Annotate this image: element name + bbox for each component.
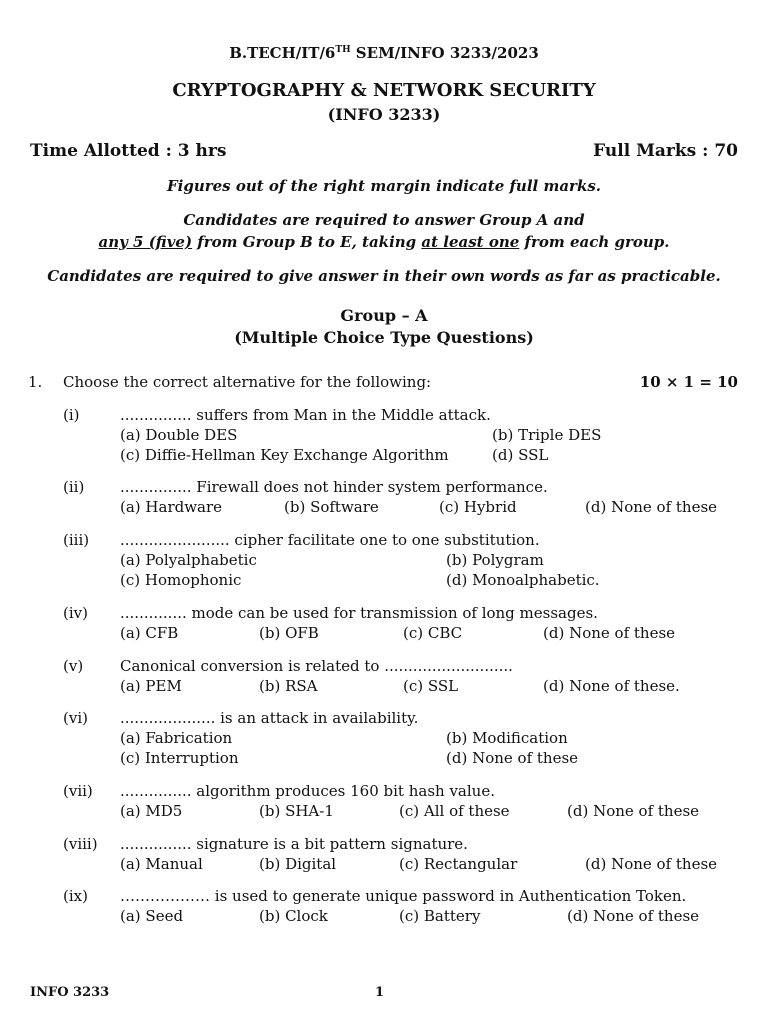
option-d: (d) SSL	[492, 446, 549, 464]
item-number: (vi)	[63, 709, 88, 727]
option-d: (d) None of these	[585, 498, 718, 516]
option-b: (b) RSA	[259, 677, 318, 695]
item-stem: ....................... cipher facilitate one to one substitution.	[120, 531, 540, 549]
group-subtitle: (Multiple Choice Type Questions)	[234, 328, 534, 347]
item-number: (v)	[63, 657, 84, 675]
option-b: (b) OFB	[259, 624, 319, 642]
option-d: (d) None of these	[567, 802, 700, 820]
paper-code: (INFO 3233)	[327, 105, 441, 124]
option-c: (c) Battery	[399, 907, 481, 925]
any-five-text: any 5 (five)	[98, 233, 193, 251]
question-text: Choose the correct alternative for the following:	[63, 373, 432, 391]
option-b: (b) Modification	[446, 729, 568, 747]
item-stem: ............... signature is a bit pattern signature.	[120, 835, 468, 853]
option-d: (d) None of these	[543, 624, 676, 642]
option-c: (c) Interruption	[120, 749, 239, 767]
option-b: (b) Clock	[259, 907, 328, 925]
page-number: 1	[375, 985, 385, 1000]
option-b: (b) Triple DES	[492, 426, 602, 444]
option-a: (a) Fabrication	[120, 729, 233, 747]
time-allotted: Time Allotted : 3 hrs	[30, 141, 227, 161]
option-d: (d) Monoalphabetic.	[446, 571, 600, 589]
item-stem: Canonical conversion is related to ...........................	[120, 657, 513, 675]
item-stem: .................... is an attack in availability.	[120, 709, 419, 727]
item-number: (iii)	[63, 531, 90, 549]
full-marks: Full Marks : 70	[593, 141, 738, 161]
option-c: (c) Rectangular	[399, 855, 518, 873]
question-number: 1.	[28, 373, 43, 391]
question-marks: 10 × 1 = 10	[639, 373, 738, 391]
option-c: (c) CBC	[403, 624, 463, 642]
item-number: (ix)	[63, 887, 88, 905]
item-number: (ii)	[63, 478, 85, 496]
instruction-own-words: Candidates are required to give answer in their own words as far as practicable.	[47, 267, 721, 285]
option-a: (a) Manual	[120, 855, 203, 873]
option-c: (c) Diffie-Hellman Key Exchange Algorithm	[120, 446, 449, 464]
option-d: (d) None of these	[567, 907, 700, 925]
option-a: (a) PEM	[120, 677, 182, 695]
at-least-one-text: at least one	[421, 233, 520, 251]
option-d: (d) None of these	[446, 749, 579, 767]
option-a: (a) Seed	[120, 907, 184, 925]
item-stem: ............... algorithm produces 160 bit hash value.	[120, 782, 495, 800]
paper-title: CRYPTOGRAPHY & NETWORK SECURITY	[172, 80, 596, 101]
option-d: (d) None of these	[585, 855, 718, 873]
item-stem: ............... suffers from Man in the Middle attack.	[120, 406, 491, 424]
option-a: (a) MD5	[120, 802, 183, 820]
option-a: (a) Double DES	[120, 426, 238, 444]
option-d: (d) None of these.	[543, 677, 680, 695]
instruction-answer: Candidates are required to answer Group A and	[183, 211, 585, 229]
item-stem: .............. mode can be used for transmission of long messages.	[120, 604, 598, 622]
item-number: (viii)	[63, 835, 98, 853]
option-a: (a) Hardware	[120, 498, 223, 516]
option-b: (b) Software	[284, 498, 379, 516]
item-stem: ……………… is used to generate unique password in Authentication Token.	[120, 887, 687, 905]
option-b: (b) Digital	[259, 855, 337, 873]
group-title: Group – A	[340, 306, 428, 325]
option-c: (c) Homophonic	[120, 571, 242, 589]
instruction-marks: Figures out of the right margin indicate full marks.	[166, 177, 602, 195]
option-c: (c) All of these	[399, 802, 510, 820]
option-c: (c) SSL	[403, 677, 459, 695]
option-a: (a) Polyalphabetic	[120, 551, 257, 569]
option-b: (b) Polygram	[446, 551, 544, 569]
item-number: (iv)	[63, 604, 88, 622]
option-c: (c) Hybrid	[439, 498, 517, 516]
option-a: (a) CFB	[120, 624, 179, 642]
item-stem: ............... Firewall does not hinder system performance.	[120, 478, 548, 496]
item-number: (i)	[63, 406, 80, 424]
exam-code: B.TECH/IT/6TH SEM/INFO 3233/2023	[229, 44, 539, 62]
footer-code: INFO 3233	[30, 985, 110, 1000]
item-number: (vii)	[63, 782, 93, 800]
instruction-groups: any 5 (five) from Group B to E, taking at least one from each group.	[98, 233, 670, 251]
option-b: (b) SHA-1	[259, 802, 334, 820]
